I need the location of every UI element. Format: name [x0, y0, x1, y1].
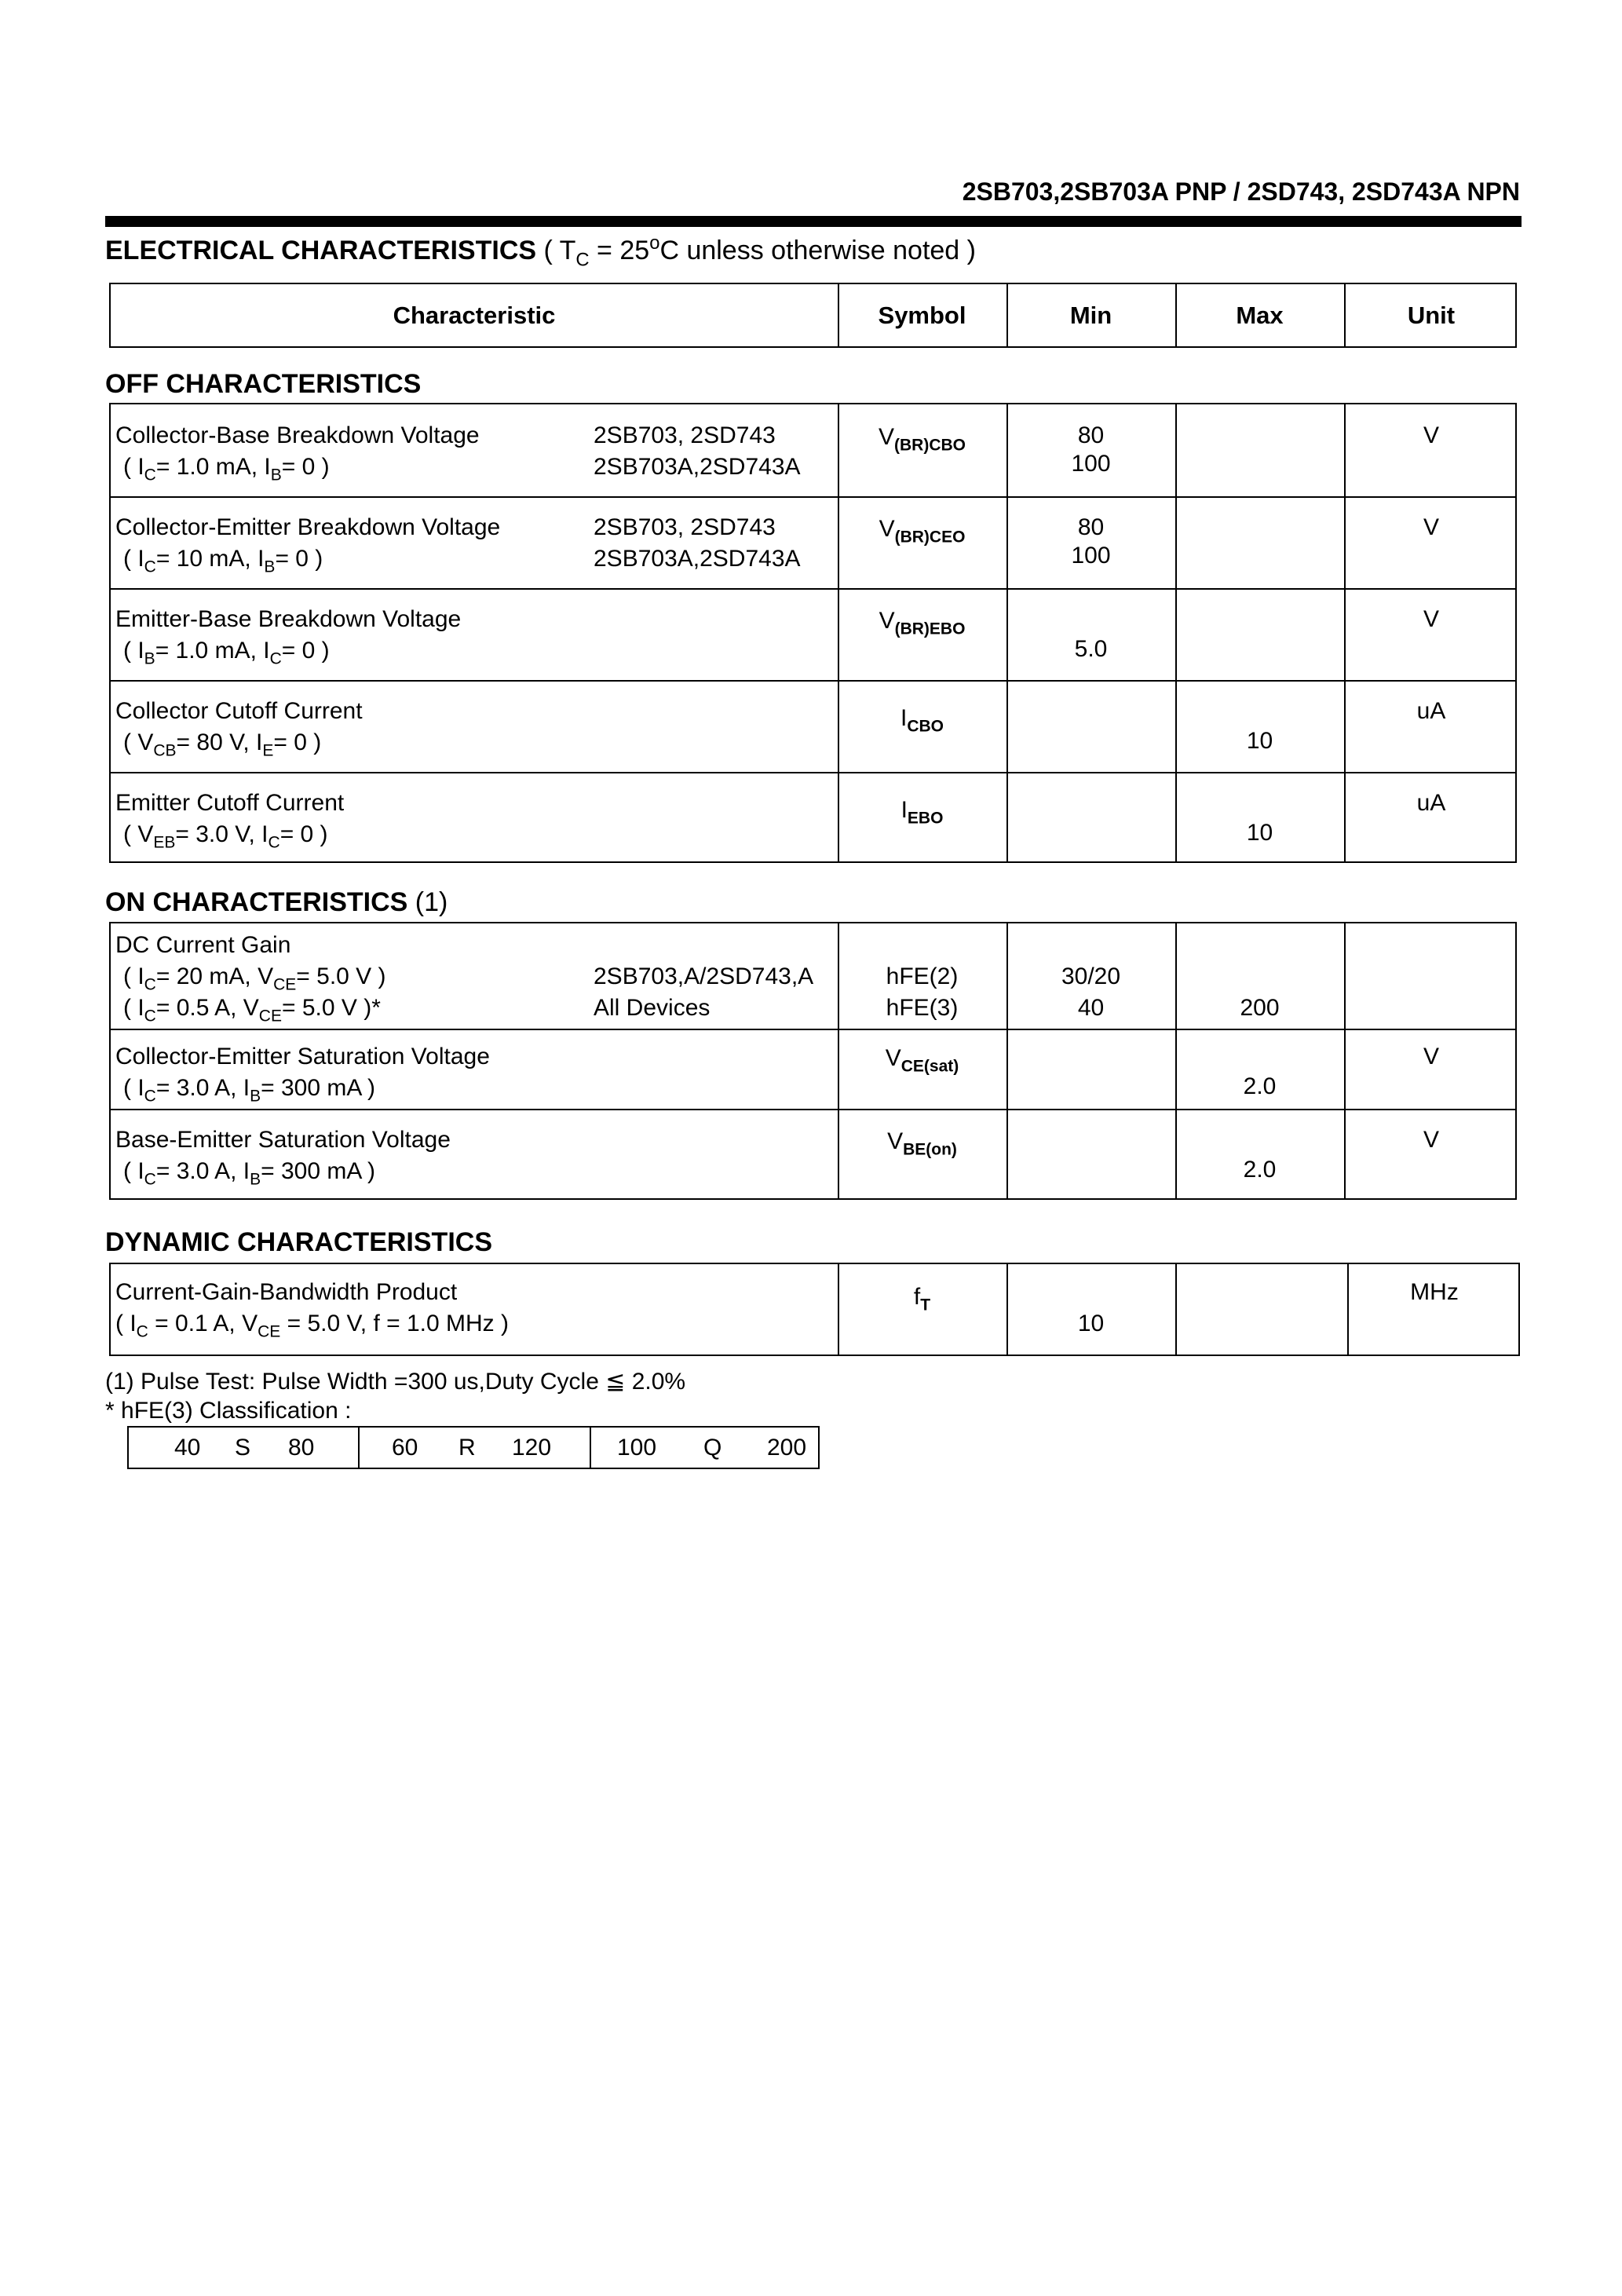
class-r-grade: R: [458, 1434, 476, 1461]
off-row-4-unit: uA: [1416, 698, 1446, 724]
off-row-2-device-1: 2SB703, 2SD743: [594, 514, 776, 540]
on-dc-gain-min-1: 30/20: [1061, 963, 1121, 989]
on-dc-gain-condition-2: ( $I_C= 0.5$ A, $V_{CE}= 5.0$ V )*: [123, 995, 381, 1026]
electrical-characteristics-title: [105, 232, 976, 271]
off-row-4-symbol: $I_{CBO}$: [900, 705, 944, 736]
header-rule: [105, 216, 1522, 227]
on-vbe-on-name: Base-Emitter Saturation Voltage: [115, 1127, 451, 1153]
off-row-2-name: Collector-Emitter Breakdown Voltage: [115, 514, 501, 540]
off-row-1-condition: ( $I_C= 1.0$ mA, $I_B= 0$ ): [123, 454, 330, 484]
dynamic-row-unit: MHz: [1410, 1279, 1459, 1305]
off-row-3-unit: V: [1423, 606, 1439, 632]
on-dc-gain-device-2: All Devices: [594, 995, 711, 1021]
dynamic-row-min: 10: [1077, 1311, 1105, 1336]
on-dc-gain-condition-1: ( $I_C= 20$ mA, $V_{CE}= 5.0$ V ): [123, 963, 386, 994]
off-row-2-unit: V: [1423, 514, 1439, 540]
on-dc-gain-min-2: 40: [1077, 995, 1105, 1021]
dynamic-row-symbol: $f_T$: [913, 1284, 931, 1314]
on-vbe-on-condition: ( $I_C= 3.0$ A, $I_B= 300$ mA ): [123, 1158, 376, 1189]
off-row-1-min-1: 80: [1077, 422, 1105, 448]
off-row-5-name: Emitter Cutoff Current: [115, 790, 345, 816]
off-row-5-condition: ( $V_{EB}= 3.0$ V, $I_C= 0$ ): [123, 821, 328, 852]
ec-title-bold: ELECTRICAL CHARACTERISTICS: [105, 236, 537, 265]
pulse-test-note: (1) Pulse Test: Pulse Width =300 us,Duty Cycle ≦ 2.0%: [105, 1369, 686, 1395]
hfe-classification-note: * hFE(3) Classification :: [105, 1398, 352, 1424]
off-row-3-condition: ( $I_B= 1.0$ mA, $I_C= 0$ ): [123, 638, 330, 668]
ec-cond-rest: C unless otherwise noted ): [659, 236, 976, 265]
off-row-3-name: Emitter-Base Breakdown Voltage: [115, 606, 462, 632]
off-row-2-device-2: 2SB703A,2SD743A: [594, 546, 801, 572]
off-row-5-max: 10: [1246, 820, 1273, 846]
ec-cond-open: ( T: [536, 236, 576, 265]
class-q-high: 200: [767, 1434, 807, 1461]
off-row-4-max: 10: [1246, 728, 1273, 754]
col-max: Max: [1236, 301, 1284, 329]
off-row-4-condition: ( $V_{CB}= 80$ V, $I_E= 0$ ): [123, 729, 322, 760]
class-s-low: 40: [174, 1434, 201, 1461]
on-vce-sat-symbol: $V_{CE(sat)}$: [885, 1045, 959, 1076]
dynamic-row-condition: ( $I_C = 0.1$ A, $V_{CE} = 5.0$ V, f = 1.0 MHz ): [115, 1311, 509, 1341]
col-min: Min: [1069, 301, 1112, 329]
on-characteristics-table: [109, 922, 1517, 1200]
on-dc-gain-symbol-2: hFE(3): [886, 995, 959, 1021]
col-symbol: Symbol: [878, 301, 966, 329]
off-row-1-min-2: 100: [1071, 451, 1111, 477]
off-row-1-device-2: 2SB703A,2SD743A: [594, 454, 801, 480]
hfe-classification-table: [127, 1426, 820, 1469]
on-dc-gain-name: DC Current Gain: [115, 932, 291, 958]
off-row-2-min-1: 80: [1077, 514, 1105, 540]
off-row-5-unit: uA: [1416, 790, 1446, 816]
class-q-low: 100: [617, 1434, 657, 1461]
off-characteristics-table: [109, 403, 1517, 863]
on-vce-sat-unit: V: [1423, 1044, 1439, 1069]
off-row-1-symbol: $V_{(BR)CBO}$: [879, 424, 966, 455]
off-row-2-symbol: $V_{(BR)CEO}$: [879, 516, 966, 547]
section-dynamic-characteristics: DYNAMIC CHARACTERISTICS: [105, 1227, 492, 1257]
col-unit: Unit: [1407, 301, 1456, 329]
off-row-1-name: Collector-Base Breakdown Voltage: [115, 422, 480, 448]
off-row-1-unit: V: [1423, 422, 1439, 448]
class-s-grade: S: [235, 1434, 251, 1461]
col-characteristic: Characteristic: [393, 301, 556, 329]
off-row-5-symbol: $I_{EBO}$: [901, 797, 944, 828]
off-row-4-name: Collector Cutoff Current: [115, 698, 363, 724]
on-vbe-on-max: 2.0: [1243, 1157, 1277, 1183]
off-row-3-min: 5.0: [1074, 636, 1108, 662]
document-header-title: 2SB703,2SB703A PNP / 2SD743, 2SD743A NPN: [962, 177, 1520, 206]
off-row-1-device-1: 2SB703, 2SD743: [594, 422, 776, 448]
on-dc-gain-symbol-1: hFE(2): [886, 963, 959, 989]
dynamic-row-name: Current-Gain-Bandwidth Product: [115, 1279, 458, 1305]
dynamic-characteristics-table: [109, 1263, 1520, 1356]
off-row-2-condition: ( $I_C= 10$ mA, $I_B= 0$ ): [123, 546, 323, 576]
section-off-characteristics: OFF CHARACTERISTICS: [105, 369, 422, 399]
off-row-2-min-2: 100: [1071, 543, 1111, 569]
class-q-grade: Q: [703, 1434, 722, 1461]
on-vce-sat-max: 2.0: [1243, 1073, 1277, 1099]
ec-cond-eq: = 25: [589, 236, 650, 265]
ec-cond-sub: C: [575, 249, 590, 271]
class-r-low: 60: [392, 1434, 418, 1461]
off-row-3-symbol: $V_{(BR)EBO}$: [879, 608, 966, 638]
on-dc-gain-device-1: 2SB703,A/2SD743,A: [594, 963, 814, 989]
section-on-characteristics: ON CHARACTERISTICS (1): [105, 887, 448, 917]
ec-cond-deg: o: [649, 232, 660, 254]
class-r-high: 120: [512, 1434, 552, 1461]
class-s-high: 80: [288, 1434, 315, 1461]
on-vce-sat-name: Collector-Emitter Saturation Voltage: [115, 1044, 490, 1069]
on-dc-gain-max: 200: [1240, 995, 1280, 1021]
on-vbe-on-symbol: $V_{BE(on)}$: [887, 1128, 957, 1159]
column-header-table: [109, 283, 1517, 348]
on-vce-sat-condition: ( $I_C= 3.0$ A, $I_B= 300$ mA ): [123, 1075, 376, 1106]
on-vbe-on-unit: V: [1423, 1127, 1439, 1153]
